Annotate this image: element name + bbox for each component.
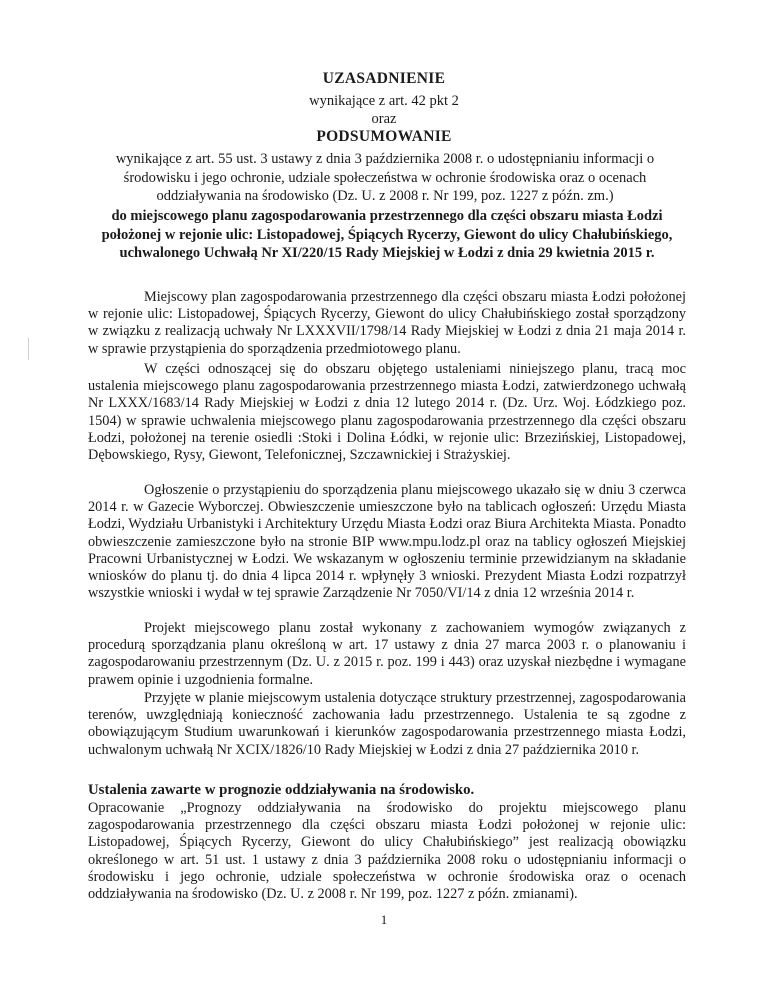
paragraph-3: Ogłoszenie o przystąpieniu do sporządzenia planu miejscowego ukazało się w dniu 3 czerwca 2014 r. w Gazecie Wyborczej. Obwieszczenie umieszczone było na tablicach ogłoszeń: Urzędu Miasta Łodzi, Wydziału Urbanistyki i Architektury Urzędu Miasta Łodzi oraz Biura Architekta Miasta. Ponadto obwieszczenie zamieszczone było na stronie BIP www.mpu.lodz.pl oraz na tablicy ogłoszeń Miejskiej Pracowni Urbanistycznej w Łodzi. We wskazanym w ogłoszeniu terminie przewidzianym na składanie wniosków do planu tj. do dnia 4 lipca 2014 r. wpłynęły 3 wnioski. Prezydent Miasta Łodzi rozpatrzył wszystkie wnioski i wydał w tej sprawie Zarządzenie Nr 7050/VI/14 z dnia 12 września 2014 r. (88, 482, 686, 602)
title-subtitle-1: wynikające z art. 42 pkt 2 (309, 93, 459, 109)
summary-title: PODSUMOWANIE (316, 128, 452, 145)
document-title: UZASADNIENIE (322, 70, 446, 87)
scan-mark (28, 338, 29, 360)
section-heading: Ustalenia zawarte w prognozie oddziaływania na środowisko. (88, 782, 475, 798)
paragraph-2: W części odnoszącej się do obszaru objętego ustaleniami niniejszego planu, tracą moc ustalenia miejscowego planu zagospodarowania przestrzennego miasta Łodzi, zatwierdzonego uchwałą Nr LXXX/1683/14 Rady Miejskiej w Łodzi z dnia 12 lutego 2014 r. (Dz. Urz. Woj. Łódzkiego poz. 1504) w sprawie uchwalenia miejscowego planu zagospodarowania przestrzennego dla części obszaru Łodzi, położonej na terenie osiedli :Stoki i Dolina Łódki, w rejonie ulic: Brzezińskiej, Listopadowej, Dębowskiego, Rysy, Giewont, Telefonicznej, Szczawnickiej i Strażyskiej. (88, 361, 686, 464)
plan-name: do miejscowego planu zagospodarowania przestrzennego dla części obszaru miasta Łodzi położonej w rejonie ulic: Listopadowej, Śpiących Rycerzy, Giewont do ulicy Chałubińskiego, uchwalonego Uchwałą Nr XI/220/15 Rady Miejskiej w Łodzi z dnia 29 kwietnia 2015 r. (101, 208, 673, 261)
paragraph-4: Projekt miejscowego planu został wykonany z zachowaniem wymogów związanych z procedurą sporządzania planu określoną w art. 17 ustawy z dnia 27 marca 2003 r. o planowaniu i zagospodarowaniu przestrzennym (Dz. U. z 2015 r. poz. 199 i 443) oraz uzyskał niezbędne i wymagane prawem opinie i uzgodnienia formalne. (88, 620, 686, 688)
paragraph-1: Miejscowy plan zagospodarowania przestrzennego dla części obszaru miasta Łodzi położonej w rejonie ulic: Listopadowej, Śpiących Rycerzy, Giewont do ulicy Chałubińskiego został sporządzony w związku z realizacją uchwały Nr LXXXVII/1798/14 Rady Miejskiej w Łodzi z dnia 21 maja 2014 r. w sprawie przystąpienia do sporządzenia przedmiotowego planu. (88, 289, 686, 357)
paragraph-5: Przyjęte w planie miejscowym ustalenia dotyczące struktury przestrzennej, zagospodarowania terenów, uwzględniają konieczność zachowania ładu przestrzennego. Ustalenia te są zgodne z obowiązującym Studium uwarunkowań i kierunków zagospodarowania przestrzennego miasta Łodzi, uchwalonym uchwałą Nr XCIX/1826/10 Rady Miejskiej w Łodzi z dnia 27 października 2010 r. (88, 690, 686, 758)
summary-intro: wynikające z art. 55 ust. 3 ustawy z dnia 3 października 2008 r. o udostępnianiu informacji o środowisku i jego ochronie, udziale społeczeństwa w ochronie środowiska oraz o ocenach oddziaływania na środowisko (Dz. U. z 2008 r. Nr 199, poz. 1227 z późn. zm.) (115, 151, 655, 204)
page-number: 1 (380, 912, 388, 927)
title-subtitle-2: oraz (371, 111, 397, 127)
paragraph-6: Opracowanie „Prognozy oddziaływania na środowisko do projektu miejscowego planu zagospodarowania przestrzennego dla części obszaru miasta Łodzi położonej w rejonie ulic: Listopadowej, Śpiących Rycerzy, Giewont do ulicy Chałubińskiego” jest realizacją obowiązku określonego w art. 51 ust. 1 ustawy z dnia 3 października 2008 roku o udostępnianiu informacji o środowisku i jego ochronie, udziale społeczeństwa w ochronie środowiska oraz o ocenach oddziaływania na środowisko (Dz. U. z 2008 r. Nr 199, poz. 1227 z późn. zmianami). (88, 800, 686, 903)
